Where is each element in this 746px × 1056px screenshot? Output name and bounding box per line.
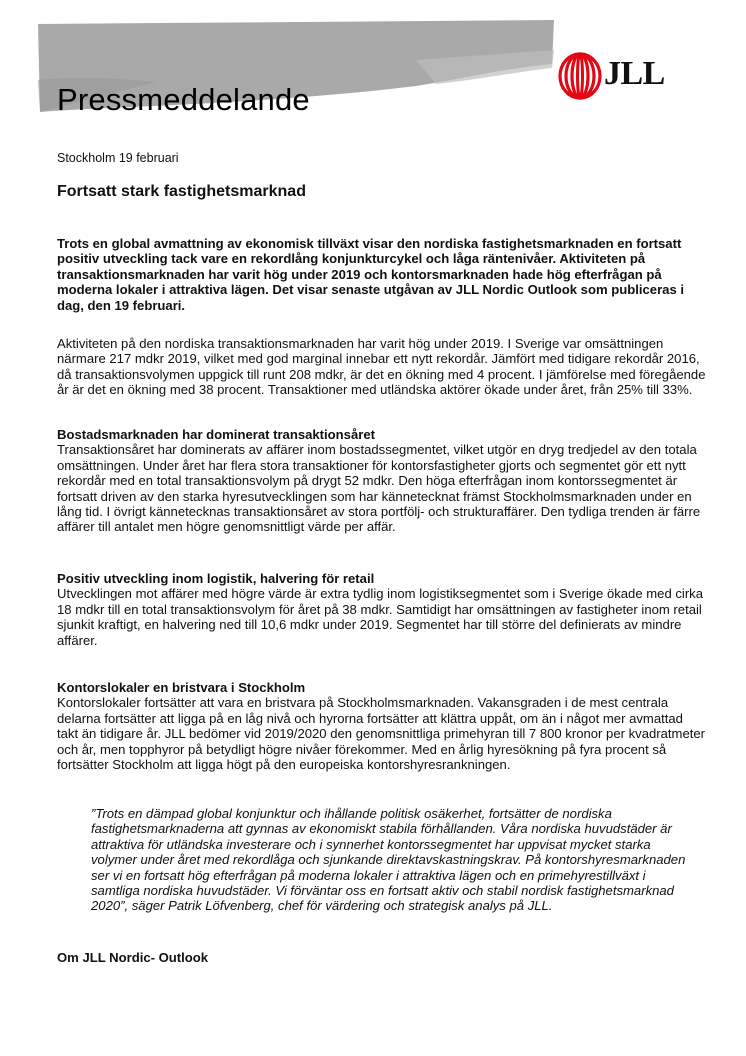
section-offices — [57, 680, 707, 772]
intro-paragraph: Aktiviteten på den nordiska transaktionsmarknaden har varit hög under 2019. I Sverige var omsättningen närmare 217 mdkr 2019, vilket med god marginal innebar ett nytt rekordår. Jämfört med tidigare rekordår 2016, då transaktionsvolymen uppgick till runt 208 mdkr, är det en ökning med 4 procent. I jämförelse med föregående år är det en ökning med 38 procent. Transaktioner med utländska aktörer ökade under året, från 25% till 33%. — [57, 336, 706, 398]
page-title: Pressmeddelande — [57, 82, 310, 117]
quote-paragraph: ”Trots en dämpad global konjunktur och ihållande politisk osäkerhet, fortsätter de nordiska fastighetsmarknaderna att gynnas av ekonomiskt stabila förhållanden. Våra nordiska huvudstäder är attraktiva för utländska investerare och i synnerhet kontorssegmentet har uppvisat mycket starka volymer under året med rekordlåga och sjunkande direktavskastningskrav. På kontorshyresmarknaden ser vi en fortsatt hög efterfrågan på moderna lokaler i attraktiva lägen och en primehyrestillväxt i samtliga nordiska huvudstäder. Vi förväntar oss en fortsatt aktiv och stabil nordisk fastighetsmarknad 2020”, säger Patrik Löfvenberg, chef för värdering och strategisk analys på JLL. — [91, 806, 686, 914]
section-body: Transaktionsåret har dominerats av affärer inom bostadssegmentet, vilket utgör en dryg tredjedel av den totala omsättningen. Under året har flera stora transaktioner för kontorsfastigheter gjorts och segmentet gör ett nytt rekordår med en total transaktionsvolym på drygt 52 mdkr. Den höga efterfrågan inom kontorssegmentet är fortsatt driven av den starka hyresutvecklingen som har kännetecknat främst Stockholmsmarknaden under en lång tid. I övrigt kännetecknas transaktionsåret av stora portfölj- och strukturaffärer. Den tydliga trenden är färre affärer till antalet men högre genomsnittligt värde per affär. — [57, 442, 701, 535]
jll-logo-text: JLL — [604, 55, 665, 92]
section-body: Utvecklingen mot affärer med högre värde är extra tydlig inom logistiksegmentet som i Sverige ökade med cirka 18 mdkr till en total transaktionsvolym för året på 38 mdkr. Samtidigt har omsättningen av fastigheter inom retail sjunkit kraftigt, en halvering ned till 10,6 mdkr under 2019. Segmentet har till större del definierats av mindre affärer. — [57, 586, 704, 648]
dateline: Stockholm 19 februari — [57, 151, 179, 165]
about-heading: Om JLL Nordic- Outlook — [57, 950, 209, 965]
section-body: Kontorslokaler fortsätter att vara en bristvara på Stockholmsmarknaden. Vakansgraden i de mest centrala delarna fortsätter att ligga på en låg nivå och hyrorna fortsätter att klättra uppåt, om än i något mer avmattad takt än tidigare år. JLL bedömer vid 2019/2020 den genomsnittliga primehyran till 7 800 kronor per kvadratmeter och år, men topphyror på betydligt högre nivåer förekommer. Med en årlig hyresökning på fyra procent så fortsätter Stockholm att ligga högt på den europeiska kontorshyresrankningen. — [57, 695, 706, 773]
section-housing — [57, 427, 707, 535]
jll-flame-icon — [556, 52, 604, 100]
section-heading: Positiv utveckling inom logistik, halvering för retail — [57, 571, 375, 586]
headline: Fortsatt stark fastighetsmarknad — [57, 183, 306, 200]
lead-paragraph: Trots en global avmattning av ekonomisk tillväxt visar den nordiska fastighetsmarknaden en fortsatt positiv utveckling tack vare en rekordlång konjunkturcykel och låga räntenivåer. Aktiviteten på transaktionsmarknaden har varit hög under 2019 och kontorsmarknaden hade hög efterfrågan på moderna lokaler i attraktiva lägen. Det visar senaste utgåvan av JLL Nordic Outlook som publiceras i dag, den 19 februari. — [57, 236, 685, 313]
section-heading: Kontorslokaler en bristvara i Stockholm — [57, 680, 306, 695]
section-heading: Bostadsmarknaden har dominerat transaktionsåret — [57, 427, 375, 442]
section-logistics — [57, 571, 707, 648]
